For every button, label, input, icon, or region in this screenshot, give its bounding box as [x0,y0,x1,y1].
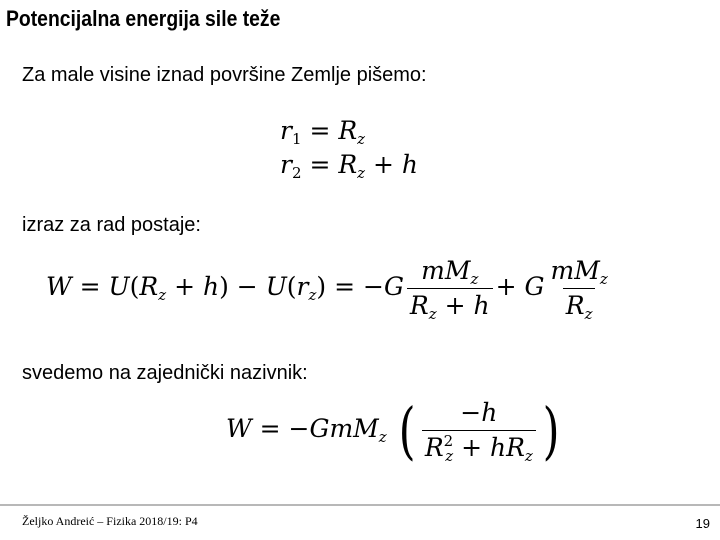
work-text: izraz za rad postaje: [22,214,201,236]
page-number: 19 [695,516,710,531]
slide-title: Potencijalna energija sile teže [6,6,281,31]
equation-result: W = −GmM$_z$ ( $\frac{-h}{R^2_z + hR_z}$ ) [226,393,560,467]
denominator-text: svedemo na zajednički nazivnik: [22,362,308,384]
footer-text: Željko Andreić – Fizika 2018/19: P4 [22,514,198,528]
equation-r1: $r_1 = R_z$ [280,116,366,148]
intro-text: Za male visine iznad površine Zemlje pišemo: [22,64,427,86]
equation-work: $W = U(R_z + h) - U(r_z) = -G$ $\frac{mM_z}{R_z + h}$ + G $\frac{mM_z}{R_z}$ [46,256,608,323]
equation-r2: $r_2 = R_z + h$ [280,150,419,182]
footer-divider [0,504,720,506]
